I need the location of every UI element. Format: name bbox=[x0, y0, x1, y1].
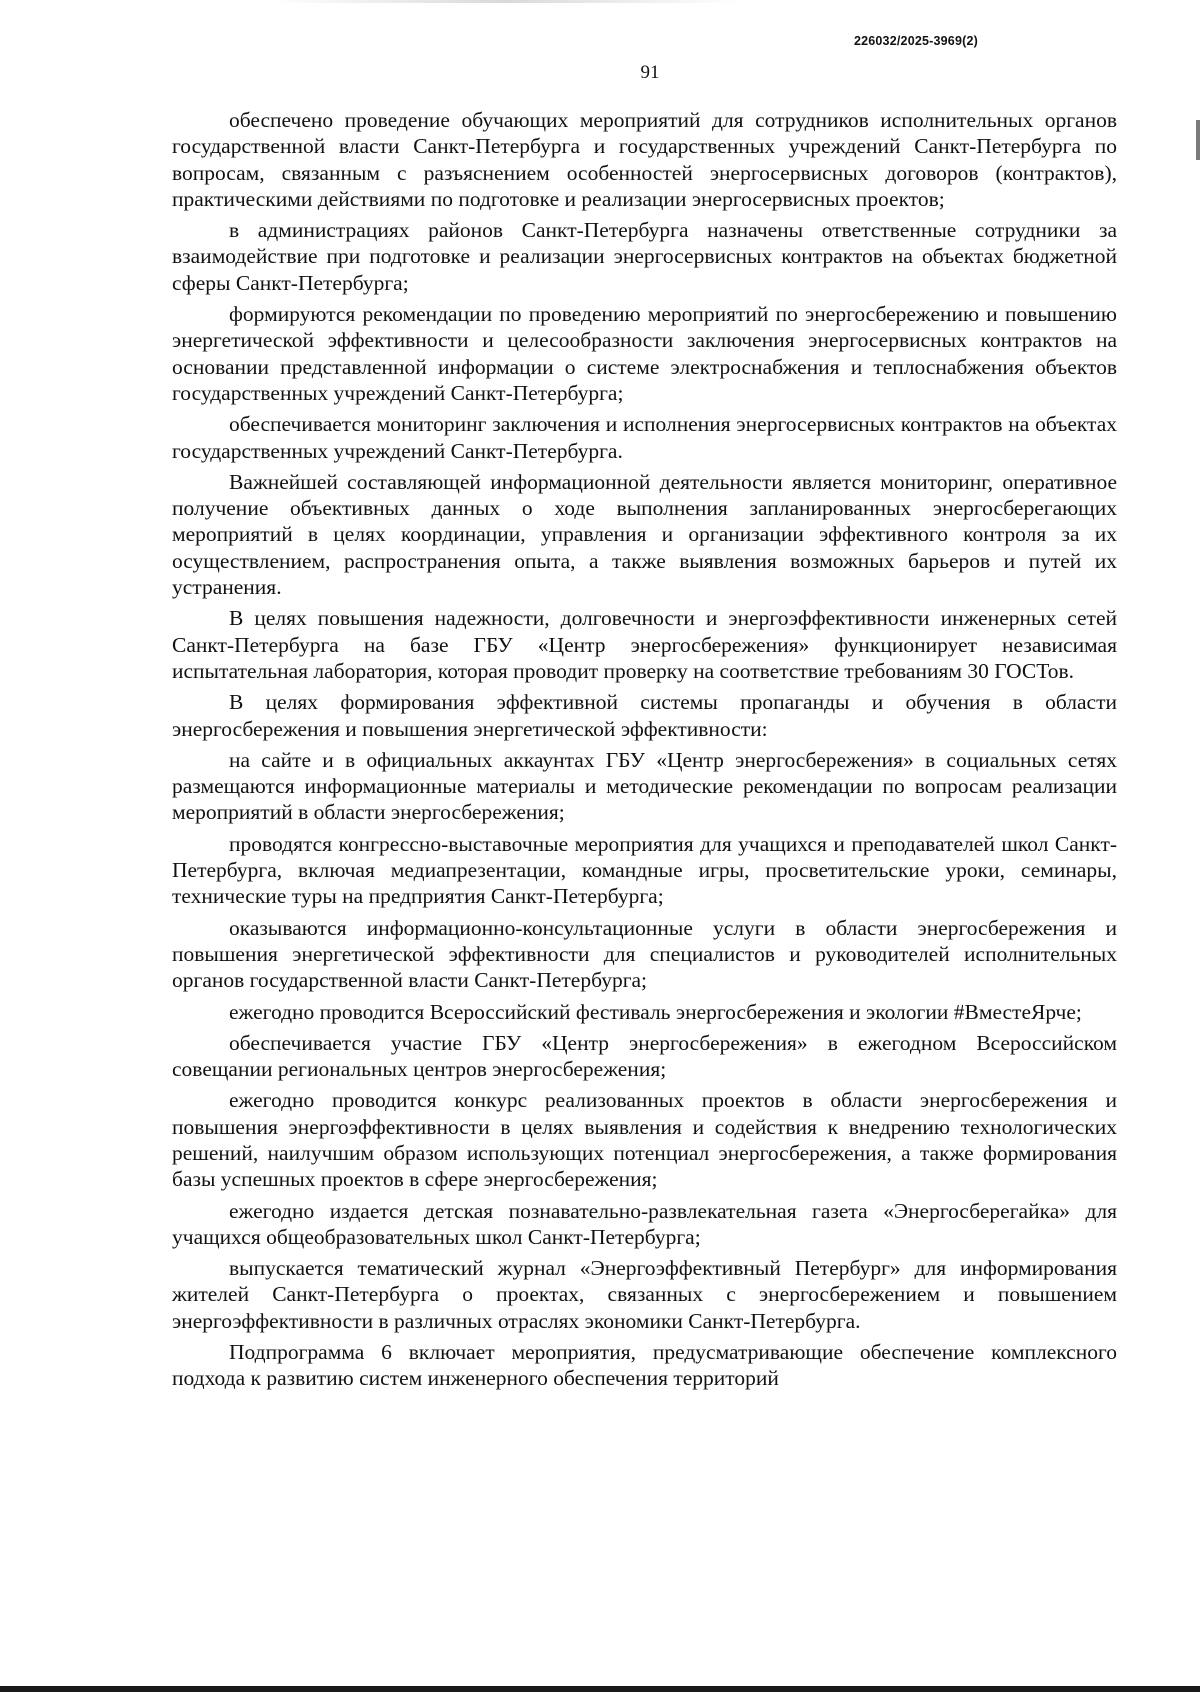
paragraph: на сайте и в официальных аккаунтах ГБУ «Центр энергосбережения» в социальных сетях размещаются информационные материалы и методические рекомендации по вопросам реализации мероприятий в области энергосбережения; bbox=[172, 747, 1117, 825]
paragraph: обеспечивается мониторинг заключения и исполнения энергосервисных контрактов на объектах государственных учреждений Санкт-Петербурга. bbox=[172, 412, 1117, 463]
paragraph: обеспечивается участие ГБУ «Центр энергосбережения» в ежегодном Всероссийском совещании региональных центров энергосбережения; bbox=[172, 1030, 1117, 1082]
paragraph: Подпрограмма 6 включает мероприятия, предусматривающие обеспечение комплексного подхода к развитию систем инженерного обеспечения территорий bbox=[172, 1340, 1117, 1391]
paragraph: выпускается тематический журнал «Энергоэффективный Петербург» для информирования жителей Санкт-Петербурга о проектах, связанных с энергосбережением и повышением энергоэффективности в различных отраслях экономики Санкт-Петербурга. bbox=[172, 1256, 1117, 1333]
paragraph: обеспечено проведение обучающих мероприятий для сотрудников исполнительных органов государственной власти Санкт-Петербурга и государственных учреждений Санкт-Петербурга по вопросам, связанным с разъяснением особенностей энергосервисных договоров (контрактов), практическими действиями по подготовке и реализации энергосервисных проектов; bbox=[172, 108, 1117, 211]
scan-edge-bottom bbox=[0, 1686, 1200, 1692]
paragraph: проводятся конгрессно-выставочные мероприятия для учащихся и преподавателей школ Санкт-Петербурга, включая медиапрезентации, командные игры, просветительские уроки, семинары, технические туры на предприятия Санкт-Петербурга; bbox=[172, 831, 1117, 909]
paragraph: в администрациях районов Санкт-Петербурга назначены ответственные сотрудники за взаимодействие при подготовке и реализации энергосервисных контрактов на объектах бюджетной сферы Санкт-Петербурга; bbox=[172, 218, 1117, 295]
paragraph: ежегодно проводится Всероссийский фестиваль энергосбережения и экологии #ВместеЯрче; bbox=[229, 999, 1082, 1024]
scan-edge-right bbox=[1196, 120, 1200, 160]
paragraph: формируются рекомендации по проведению мероприятий по энергосбережению и повышению энергетической эффективности и целесообразности заключения энергосервисных контрактов на основании представленной информации о системе электроснабжения и теплоснабжения объектов государственных учреждений Санкт-Петербурга; bbox=[172, 302, 1117, 405]
paragraph: ежегодно проводится конкурс реализованных проектов в области энергосбережения и повышения энергоэффективности в целях выявления и содействия к внедрению технологических решений, наилучшим образом использующих потенциал энергосбережения, а также формирования базы успешных проектов в сфере энергосбережения; bbox=[172, 1088, 1117, 1192]
scan-artifact-top bbox=[270, 0, 740, 3]
paragraph: оказываются информационно-консультационные услуги в области энергосбережения и повышения энергетической эффективности для специалистов и руководителей исполнительных органов государственной власти Санкт-Петербурга; bbox=[172, 915, 1117, 993]
page-number: 91 bbox=[640, 62, 660, 83]
paragraph: ежегодно издается детская познавательно-развлекательная газета «Энергосберегайка» для учащихся общеобразовательных школ Санкт-Петербурга; bbox=[172, 1198, 1117, 1249]
paragraph: В целях формирования эффективной системы пропаганды и обучения в области энергосбережения и повышения энергетической эффективности: bbox=[172, 690, 1117, 741]
paragraph: Важнейшей составляющей информационной деятельности является мониторинг, оперативное получение объективных данных о ходе выполнения запланированных энергосберегающих мероприятий в целях координации, управления и организации эффективного контроля за их осуществлением, распространения опыта, а также выявления возможных барьеров и путей их устранения. bbox=[172, 469, 1117, 600]
document-body bbox=[172, 107, 1117, 1397]
document-id: 226032/2025-3969(2) bbox=[853, 34, 978, 48]
paragraph: В целях повышения надежности, долговечности и энергоэффективности инженерных сетей Санкт-Петербурга на базе ГБУ «Центр энергосбережения» функционирует независимая испытательная лаборатория, которая проводит проверку на соответствие требованиям 30 ГОСТов. bbox=[172, 606, 1117, 683]
